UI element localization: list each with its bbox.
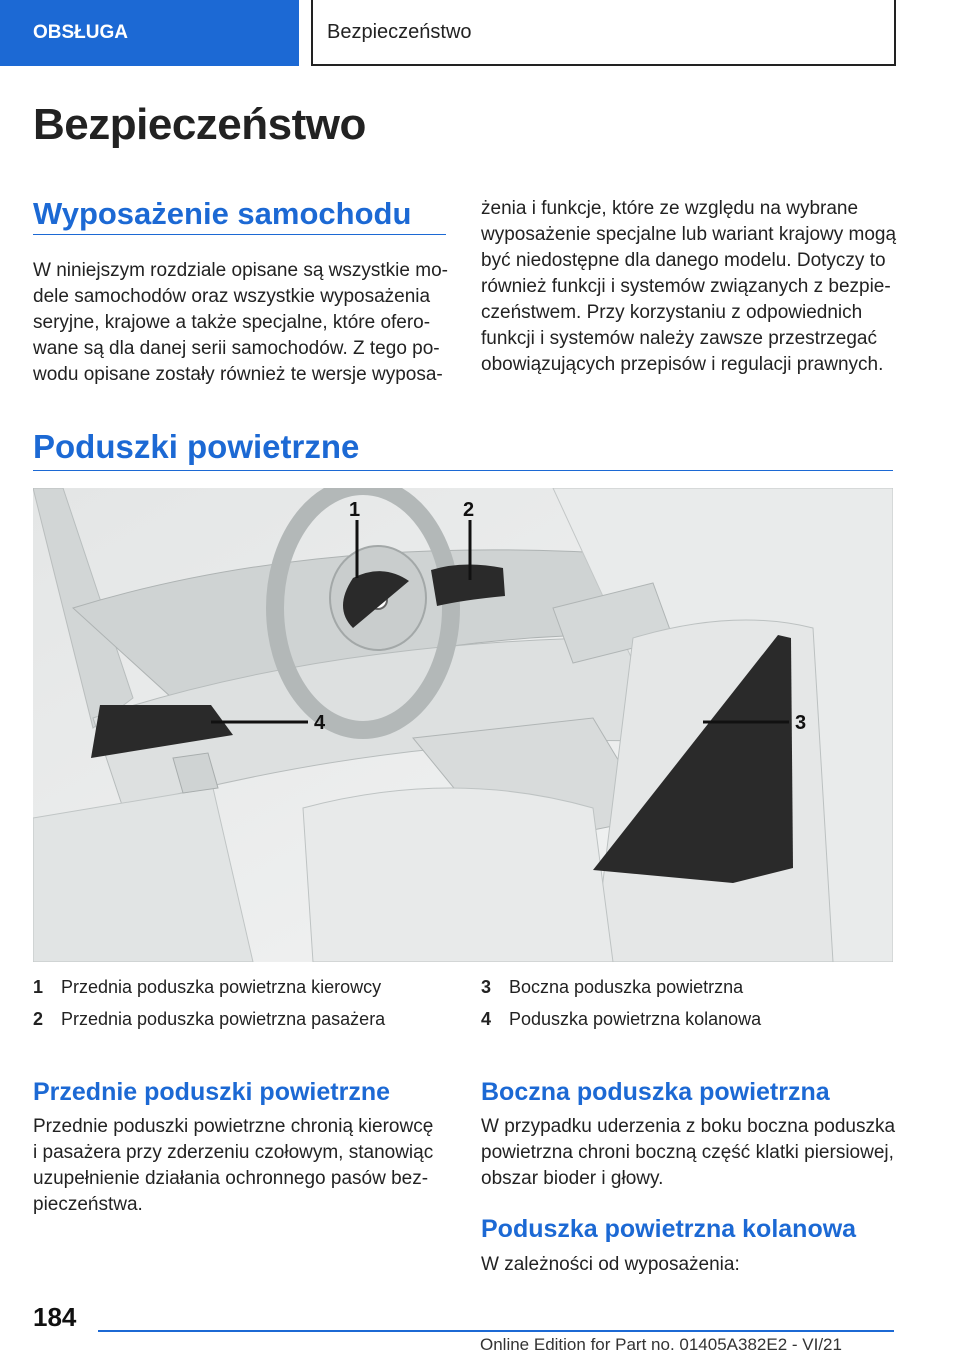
airbags-heading: Poduszki powietrzne — [33, 428, 360, 465]
page-number: 184 — [33, 1302, 77, 1332]
legend-text: Poduszka powietrzna kolanowa — [509, 1009, 762, 1029]
legend-item-2 — [33, 1009, 385, 1030]
front-airbags-text: Przednie poduszki powietrzne chronią kierowcę i pasażera przy zderzeniu czołowym, stanowiąc uzupełnienie działania ochronnego pasów bez- pieczeństwa. — [33, 1116, 434, 1215]
equipment-text-left: W niniejszym rozdziale opisane są wszystkie mo- dele samochodów oraz wszystkie wyposażenia seryjne, krajowe a także specjalne, które ofero- wane są dla danej serii samochodów. Z tego po- wodu opisane zostały również te wersje wyposa- — [33, 260, 448, 385]
legend-text: Przednia poduszka powietrzna kierowcy — [61, 977, 382, 997]
legend-item-3 — [481, 977, 743, 998]
callout-3: 3 — [795, 712, 807, 734]
chapter-header: Bezpieczeństwo — [311, 0, 896, 66]
legend-number: 3 — [481, 977, 492, 997]
knee-airbag-text: W zależności od wyposażenia: — [481, 1254, 740, 1275]
airbag-illustration — [33, 488, 893, 962]
legend-number: 1 — [33, 977, 44, 997]
legend-number: 2 — [33, 1009, 44, 1029]
footer-rule — [98, 1330, 894, 1332]
legend-text: Przednia poduszka powietrzna pasażera — [61, 1009, 386, 1029]
legend-item-1 — [33, 977, 381, 998]
callout-2: 2 — [463, 499, 475, 521]
side-airbag-text: W przypadku uderzenia z boku boczna poduszka powietrzna chroni boczną część klatki piersiowej, obszar bioder i głowy. — [481, 1116, 896, 1189]
airbags-heading-rule — [33, 470, 893, 471]
side-airbag-heading: Boczna poduszka powietrzna — [481, 1078, 830, 1106]
page-title: Bezpieczeństwo — [33, 100, 366, 149]
section-tab: OBSŁUGA — [0, 0, 299, 66]
footer-edition: Online Edition for Part no. 01405A382E2 - VI/21 — [480, 1335, 842, 1354]
equipment-heading-rule — [33, 234, 446, 235]
callout-1: 1 — [349, 499, 361, 521]
legend-number: 4 — [481, 1009, 492, 1029]
legend-item-4 — [481, 1009, 761, 1030]
callout-4: 4 — [314, 712, 326, 734]
front-airbags-heading: Przednie poduszki powietrzne — [33, 1078, 390, 1106]
equipment-heading: Wyposażenie samochodu — [33, 196, 412, 231]
legend-text: Boczna poduszka powietrzna — [509, 977, 744, 997]
knee-airbag-heading: Poduszka powietrzna kolanowa — [481, 1215, 857, 1243]
equipment-text-right: żenia i funkcje, które ze względu na wybrane wyposażenie specjalne lub wariant krajowy mogą być niedostępne dla danego modelu. Dotyczy to również funkcji i systemów związanych z bezpie- czeństwem. Przy korzystaniu z odpowiednich funkcji i systemów należy zawsze przestrzegać obowiązujących przepisów i regulacji prawnych. — [481, 198, 897, 375]
